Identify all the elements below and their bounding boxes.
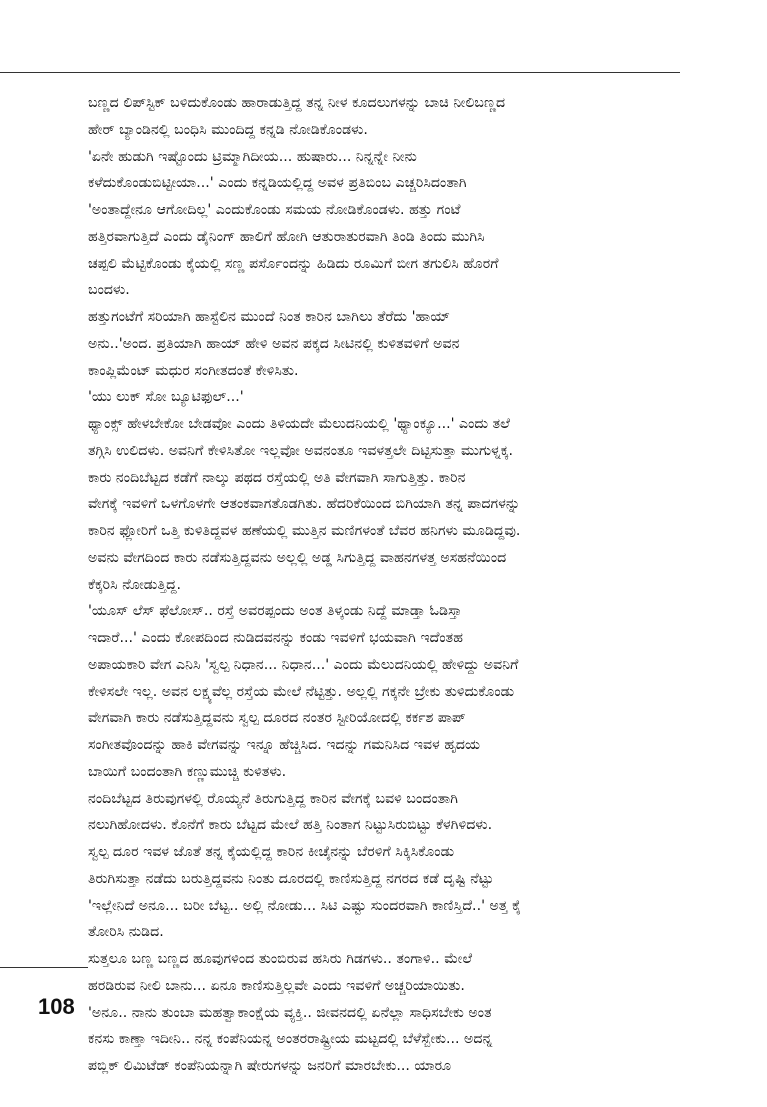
text-line: ತಗ್ಗಿಸಿ ಉಲಿದಳು. ಅವನಿಗೆ ಕೇಳಿಸಿತೋ ಇಲ್ಲವೋ ಅವನಂತೂ ಇವಳತ್ತಲೇ ದಿಟ್ಟಿಸುತ್ತಾ ಮುಗುಳ್ನಕ್ಕ. [88,442,514,459]
text-line: ಕನಸು ಕಾಣ್ತಾ ಇದೀನಿ.. ನನ್ನ ಕಂಪೆನಿಯನ್ನ ಅಂತರರಾಷ್ಟ್ರೀಯ ಮಟ್ಟದಲ್ಲಿ ಬೆಳೆಸ್ಬೇಕು... ಅದನ್ನ [88,1031,493,1048]
text-line: ಚಪ್ಪಲಿ ಮೆಟ್ಟಿಕೊಂಡು ಕೈಯಲ್ಲಿ ಸಣ್ಣ ಪರ್ಸೊಂದನ್ನು ಹಿಡಿದು ರೂಮಿಗೆ ಬೀಗ ತಗುಲಿಸಿ ಹೊರಗೆ [88,255,499,272]
text-line: ಅನು..'ಅಂದ. ಪ್ರತಿಯಾಗಿ ಹಾಯ್ ಹೇಳಿ ಅವನ ಪಕ್ಕದ ಸೀಟಿನಲ್ಲಿ ಕುಳಿತವಳಿಗೆ ಅವನ [88,335,460,352]
text-line: 'ಇಲ್ಲೇನಿದೆ ಅನೂ... ಬರೀ ಬೆಟ್ಟ.. ಅಲ್ಲಿ ನೋಡು... ಸಿಟಿ ಎಷ್ಟು ಸುಂದರವಾಗಿ ಕಾಣಿಸ್ತಿದೆ..' ಅತ್ತ ಕೈ [88,897,522,914]
text-line: 'ಅನೂ.. ನಾನು ತುಂಬಾ ಮಹತ್ವಾಕಾಂಕ್ಷೆಯ ವ್ಯಕ್ತಿ.. ಜೀವನದಲ್ಲಿ ಏನೆಲ್ಲಾ ಸಾಧಿಸಬೇಕು ಅಂತ [88,1004,492,1021]
text-line: ಪಬ್ಲಿಕ್ ಲಿಮಿಟೆಡ್ ಕಂಪೆನಿಯನ್ನಾಗಿ ಷೇರುಗಳನ್ನು ಜನರಿಗೆ ಮಾರಬೇಕು... ಯಾರೂ [88,1058,452,1074]
header-rule [0,72,680,73]
text-line: ಕಾರಿನ ಫ್ಲೋರಿಗೆ ಒತ್ತಿ ಕುಳಿತಿದ್ದವಳ ಹಣೆಯಲ್ಲಿ ಮುತ್ತಿನ ಮಣಿಗಳಂತೆ ಬೆವರ ಹನಿಗಳು ಮೂಡಿದ್ದವು. [88,523,521,539]
text-line: ವೇಗಕ್ಕೆ ಇವಳಿಗೆ ಒಳಗೊಳಗೇ ಆತಂಕವಾಗತೊಡಗಿತು. ಹೆದರಿಕೆಯಿಂದ ಬಿಗಿಯಾಗಿ ತನ್ನ ಪಾದಗಳನ್ನು [88,496,521,513]
text-line: ಸುತ್ತಲೂ ಬಣ್ಣ ಬಣ್ಣದ ಹೂವುಗಳಿಂದ ತುಂಬಿರುವ ಹಸಿರು ಗಿಡಗಳು.. ತಂಗಾಳಿ.. ಮೇಲೆ [88,951,473,967]
text-line: ಕಾಂಪ್ಲಿಮೆಂಟ್ ಮಧುರ ಸಂಗೀತದಂತೆ ಕೇಳಿಸಿತು. [88,362,299,379]
text-line: 'ಅಂತಾದ್ದೇನೂ ಆಗೋದಿಲ್ಲ' ಎಂದುಕೊಂಡು ಸಮಯ ನೋಡಿಕೊಂಡಳು. ಹತ್ತು ಗಂಟೆ [88,202,461,218]
text-line: ಅವನು ವೇಗದಿಂದ ಕಾರು ನಡೆಸುತ್ತಿದ್ದವನು ಅಲ್ಲಲ್ಲಿ ಅಡ್ಡ ಸಿಗುತ್ತಿದ್ದ ವಾಹನಗಳತ್ತ ಅಸಹನೆಯಿಂದ [88,549,507,566]
text-line: ಬಂದಳು. [88,282,130,299]
text-line: 'ಯು ಲುಕ್ ಸೋ ಬ್ಯೂಟಿಫುಲ್...' [88,389,244,406]
text-line: ಸ್ವಲ್ಪ ದೂರ ಇವಳ ಜೊತೆ ತನ್ನ ಕೈಯಲ್ಲಿದ್ದ ಕಾರಿನ ಕೀಚೈನನ್ನು ಬೆರಳಿಗೆ ಸಿಕ್ಕಿಸಿಕೊಂಡು [88,844,455,860]
text-line: ಕೇಳಿಸಲೇ ಇಲ್ಲ. ಅವನ ಲಕ್ಷ್ಯವೆಲ್ಲ ರಸ್ತೆಯ ಮೇಲೆ ನೆಟ್ಟಿತ್ತು. ಅಲ್ಲಲ್ಲಿ ಗಕ್ಕನೇ ಬ್ರೇಕು ತುಳಿದುಕೊಂಡು [88,683,515,700]
footer-rule [0,967,88,968]
text-line: ಹತ್ತಿರವಾಗುತ್ತಿದೆ ಎಂದು ಡೈನಿಂಗ್ ಹಾಲಿಗೆ ಹೋಗಿ ಆತುರಾತುರವಾಗಿ ತಿಂಡಿ ತಿಂದು ಮುಗಿಸಿ [88,228,485,245]
text-line [88,1080,684,1107]
text-line: ತೋರಿಸಿ ನುಡಿದ. [88,924,164,941]
text-line: ನಲುಗಿಹೋದಳು. ಕೊನೆಗೆ ಕಾರು ಬೆಟ್ಟದ ಮೇಲೆ ಹತ್ತಿ ನಿಂತಾಗ ನಿಟ್ಟುಸಿರುಬಿಟ್ಟು ಕೆಳಗಿಳಿದಳು. [88,817,493,834]
text-line: 'ಏನೇ ಹುಡುಗಿ ಇಷ್ಟೊಂದು ಟ್ರಿಮ್ಮಾಗಿದೀಯ... ಹುಷಾರು... ನಿನ್ನನ್ನೇ ನೀನು [88,148,417,165]
text-line: ಹರಡಿರುವ ನೀಲಿ ಬಾನು... ಏನೂ ಕಾಣಿಸುತ್ತಿಲ್ಲವೇ ಎಂದು ಇವಳಿಗೆ ಅಚ್ಚರಿಯಾಯಿತು. [88,977,465,994]
text-line: ಥ್ಯಾಂಕ್ಸ್ ಹೇಳಬೇಕೋ ಬೇಡವೋ ಎಂದು ತಿಳಿಯದೇ ಮೆಲುದನಿಯಲ್ಲಿ 'ಥ್ಯಾಂಕ್ಯೂ...' ಎಂದು ತಲೆ [88,416,510,432]
body-text [88,90,684,1107]
text-line: ಕಾರು ನಂದಿಬೆಟ್ಟದ ಕಡೆಗೆ ನಾಲ್ಕು ಪಥದ ರಸ್ತೆಯಲ್ಲಿ ಅತಿ ವೇಗವಾಗಿ ಸಾಗುತ್ತಿತ್ತು. ಕಾರಿನ [88,469,466,486]
text-line: 'ಯೂಸ್ ಲೆಸ್ ಫೆಲೋಸ್.. ರಸ್ತೆ ಅವರಪ್ಪಂದು ಅಂತ ತಿಳ್ಕಂಡು ನಿದ್ದೆ ಮಾಡ್ತಾ ಓಡಿಸ್ತಾ [88,603,462,620]
text-line: ಬಾಯಿಗೆ ಬಂದಂತಾಗಿ ಕಣ್ಣುಮುಚ್ಚಿ ಕುಳಿತಳು. [88,763,287,780]
page-number: 108 [38,994,75,1019]
text-line: ನಂದಿಬೆಟ್ಟದ ತಿರುವುಗಳಲ್ಲಿ ರೊಯ್ಯನೆ ತಿರುಗುತ್ತಿದ್ದ ಕಾರಿನ ವೇಗಕ್ಕೆ ಬವಳಿ ಬಂದಂತಾಗಿ [88,790,459,807]
text-line: ಕೆಕ್ಕರಿಸಿ ನೋಡುತ್ತಿದ್ದ. [88,576,182,593]
text-line: ಹತ್ತುಗಂಟೆಗೆ ಸರಿಯಾಗಿ ಹಾಸ್ಟೆಲಿನ ಮುಂದೆ ನಿಂತ ಕಾರಿನ ಬಾಗಿಲು ತೆರೆದು 'ಹಾಯ್ [88,309,451,325]
text-line: ಇದಾರೆ...' ಎಂದು ಕೋಪದಿಂದ ನುಡಿದವನನ್ನು ಕಂಡು ಇವಳಿಗೆ ಭಯವಾಗಿ ಇದೆಂತಹ [88,630,464,646]
text-line: ವೇಗವಾಗಿ ಕಾರು ನಡೆಸುತ್ತಿದ್ದವನು ಸ್ವಲ್ಪ ದೂರದ ನಂತರ ಸ್ಟೀರಿಯೋದಲ್ಲಿ ಕರ್ಕಶ ಪಾಪ್ [88,710,466,727]
text-line: ತಿರುಗಿಸುತ್ತಾ ನಡೆದು ಬರುತ್ತಿದ್ದವನು ನಿಂತು ದೂರದಲ್ಲಿ ಕಾಣಿಸುತ್ತಿದ್ದ ನಗರದ ಕಡೆ ದೃಷ್ಟಿ ನೆಟ್ಟು [88,870,494,887]
text-line: ಅಪಾಯಕಾರಿ ವೇಗ ಎನಿಸಿ 'ಸ್ವಲ್ಪ ನಿಧಾನ... ನಿಧಾನ...' ಎಂದು ಮೆಲುದನಿಯಲ್ಲಿ ಹೇಳಿದ್ದು ಅವನಿಗೆ [88,656,519,673]
text-line: ಸಂಗೀತವೊಂದನ್ನು ಹಾಕಿ ವೇಗವನ್ನು ಇನ್ನೂ ಹೆಚ್ಚಿಸಿದ. ಇದನ್ನು ಗಮನಿಸಿದ ಇವಳ ಹೃದಯ [88,737,481,753]
text-line: ಕಳೆದುಕೊಂಡುಬಿಟ್ಟೀಯಾ...' ಎಂದು ಕನ್ನಡಿಯಲ್ಲಿದ್ದ ಅವಳ ಪ್ರತಿಬಿಂಬ ಎಚ್ಚರಿಸಿದಂತಾಗಿ [88,175,467,192]
text-line: ಹೇರ್ ಬ್ಯಾಂಡಿನಲ್ಲಿ ಬಂಧಿಸಿ ಮುಂದಿದ್ದ ಕನ್ನಡಿ ನೋಡಿಕೊಂಡಳು. [88,121,368,138]
text-line: ಬಣ್ಣದ ಲಿಪ್‌ಸ್ಟಿಕ್ ಬಳಿದುಕೊಂಡು ಹಾರಾಡುತ್ತಿದ್ದ ತನ್ನ ನೀಳ ಕೂದಲುಗಳನ್ನು ಬಾಚಿ ನೀಲಿಬಣ್ಣದ [88,95,506,111]
